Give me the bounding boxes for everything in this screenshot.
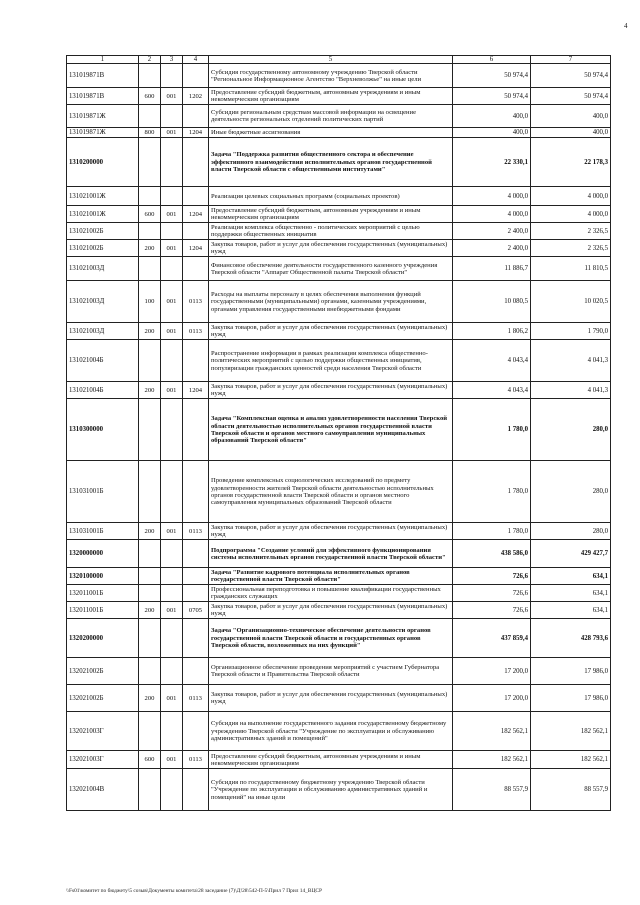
code-cell: 132021002Б — [67, 685, 139, 712]
amount-cell: 182 562,1 — [453, 712, 531, 751]
admin-cell — [161, 658, 183, 685]
code-cell: 132021003Г — [67, 751, 139, 769]
table-row — [67, 187, 611, 206]
amount-cell: 280,0 — [531, 523, 611, 540]
code-cell: 1320200000 — [67, 619, 139, 658]
table-row — [67, 257, 611, 281]
description-cell: Закупка товаров, работ и услуг для обеспечения государственных (муниципальных) нужд — [209, 382, 453, 399]
description-cell: Предоставление субсидий бюджетным, автономным учреждениям и иным некоммерческим организациям — [209, 751, 453, 769]
amount-cell: 1 790,0 — [531, 323, 611, 340]
type-cell: 800 — [139, 128, 161, 138]
description-cell: Субсидия на выполнение государственного задания государственному бюджетному учреждению Тверской области "Учреждение по эксплуатации и обслуживанию административных зданий и помещений" — [209, 712, 453, 751]
table-row — [67, 240, 611, 257]
description-cell: Закупка товаров, работ и услуг для обеспечения государственных (муниципальных) нужд — [209, 240, 453, 257]
section-cell: 0705 — [183, 602, 209, 619]
section-cell — [183, 64, 209, 88]
code-cell: 132011001Б — [67, 602, 139, 619]
section-cell — [183, 585, 209, 602]
code-cell: 131021001Ж — [67, 206, 139, 223]
section-cell — [183, 399, 209, 461]
code-cell: 132011001Б — [67, 585, 139, 602]
amount-cell: 400,0 — [531, 128, 611, 138]
description-cell: Финансовое обеспечение деятельности государственного казенного учреждения Тверской области "Аппарат Общественной палаты Тверской области" — [209, 257, 453, 281]
section-cell — [183, 257, 209, 281]
type-cell — [139, 187, 161, 206]
amount-cell: 437 859,4 — [453, 619, 531, 658]
section-cell: 1202 — [183, 88, 209, 105]
type-cell — [139, 658, 161, 685]
admin-cell — [161, 712, 183, 751]
header-cell: 7 — [531, 56, 611, 64]
header-cell: 3 — [161, 56, 183, 64]
code-cell: 131021004Б — [67, 382, 139, 399]
type-cell — [139, 64, 161, 88]
description-cell: Закупка товаров, работ и услуг для обеспечения государственных (муниципальных) нужд — [209, 323, 453, 340]
admin-cell: 001 — [161, 751, 183, 769]
amount-cell: 4 000,0 — [531, 206, 611, 223]
admin-cell: 001 — [161, 382, 183, 399]
amount-cell: 428 793,6 — [531, 619, 611, 658]
admin-cell — [161, 105, 183, 128]
table-row — [67, 138, 611, 187]
amount-cell: 2 326,5 — [531, 240, 611, 257]
header-cell: 4 — [183, 56, 209, 64]
section-cell — [183, 187, 209, 206]
type-cell: 600 — [139, 751, 161, 769]
header-cell: 5 — [209, 56, 453, 64]
amount-cell: 50 974,4 — [531, 64, 611, 88]
type-cell — [139, 257, 161, 281]
amount-cell: 4 000,0 — [453, 187, 531, 206]
type-cell: 200 — [139, 523, 161, 540]
budget-table — [66, 55, 611, 811]
description-cell: Субсидия государственному автономному учреждению Тверской области "Региональное Информационное Агентство "Верхневолжье" на иные цели — [209, 64, 453, 88]
table-row — [67, 105, 611, 128]
admin-cell — [161, 257, 183, 281]
admin-cell — [161, 769, 183, 811]
table-row — [67, 340, 611, 382]
section-cell: 1204 — [183, 382, 209, 399]
type-cell: 200 — [139, 382, 161, 399]
code-cell: 131019871В — [67, 64, 139, 88]
code-cell: 131019871Ж — [67, 105, 139, 128]
section-cell — [183, 658, 209, 685]
section-cell — [183, 340, 209, 382]
description-cell: Задача "Организационно-техническое обеспечение деятельности органов государственной власти Тверской области и государственных органов Тверской области, возложенных на них функций" — [209, 619, 453, 658]
header-cell: 6 — [453, 56, 531, 64]
type-cell — [139, 461, 161, 523]
type-cell — [139, 105, 161, 128]
code-cell: 131019871Ж — [67, 128, 139, 138]
amount-cell: 22 330,1 — [453, 138, 531, 187]
type-cell: 200 — [139, 602, 161, 619]
code-cell: 131021001Ж — [67, 187, 139, 206]
admin-cell: 001 — [161, 602, 183, 619]
admin-cell: 001 — [161, 523, 183, 540]
code-cell: 1320100000 — [67, 568, 139, 585]
section-cell — [183, 712, 209, 751]
type-cell — [139, 619, 161, 658]
table-row — [67, 658, 611, 685]
admin-cell — [161, 223, 183, 240]
description-cell: Подпрограмма "Создание условий для эффективного функционирования системы исполнительных органов государственной власти Тверской области" — [209, 540, 453, 568]
admin-cell — [161, 138, 183, 187]
section-cell — [183, 223, 209, 240]
type-cell: 600 — [139, 88, 161, 105]
code-cell: 131031001Б — [67, 523, 139, 540]
type-cell: 200 — [139, 240, 161, 257]
type-cell — [139, 399, 161, 461]
code-cell: 131021003Д — [67, 257, 139, 281]
header-cell: 2 — [139, 56, 161, 64]
amount-cell: 2 326,5 — [531, 223, 611, 240]
description-cell: Реализация целевых социальных программ (социальных проектов) — [209, 187, 453, 206]
code-cell: 131021002Б — [67, 223, 139, 240]
section-cell: 0113 — [183, 751, 209, 769]
section-cell — [183, 105, 209, 128]
description-cell: Субсидии региональным средствам массовой информации на освещение деятельности региональных отделений политических партий — [209, 105, 453, 128]
admin-cell — [161, 619, 183, 658]
section-cell: 1204 — [183, 206, 209, 223]
code-cell: 1320000000 — [67, 540, 139, 568]
admin-cell — [161, 568, 183, 585]
amount-cell: 182 562,1 — [531, 712, 611, 751]
admin-cell — [161, 187, 183, 206]
type-cell — [139, 223, 161, 240]
admin-cell: 001 — [161, 128, 183, 138]
description-cell: Проведение комплексных социологических исследований по предмету удовлетворенности жителей Тверской области деятельностью исполнительных органов государственной власти Тверской области и органов местного самоуправления муниципальных образований Тверской области — [209, 461, 453, 523]
admin-cell: 001 — [161, 281, 183, 323]
amount-cell: 1 780,0 — [453, 523, 531, 540]
table-row — [67, 712, 611, 751]
amount-cell: 17 200,0 — [453, 685, 531, 712]
code-cell: 131019871В — [67, 88, 139, 105]
table-row — [67, 461, 611, 523]
admin-cell: 001 — [161, 323, 183, 340]
description-cell: Организационное обеспечение проведения мероприятий с участием Губернатора Тверской области и Правительства Тверской области — [209, 658, 453, 685]
amount-cell: 400,0 — [531, 105, 611, 128]
table-row — [67, 540, 611, 568]
type-cell — [139, 340, 161, 382]
amount-cell: 1 780,0 — [453, 461, 531, 523]
table-row — [67, 619, 611, 658]
code-cell: 131021004Б — [67, 340, 139, 382]
amount-cell: 280,0 — [531, 461, 611, 523]
section-cell — [183, 619, 209, 658]
admin-cell — [161, 540, 183, 568]
amount-cell: 17 200,0 — [453, 658, 531, 685]
table-row — [67, 399, 611, 461]
table-row — [67, 206, 611, 223]
amount-cell: 2 400,0 — [453, 223, 531, 240]
amount-cell: 280,0 — [531, 399, 611, 461]
amount-cell: 4 043,4 — [453, 340, 531, 382]
code-cell: 132021003Г — [67, 712, 139, 751]
description-cell: Субсидия по государственному бюджетному учреждению Тверской области "Учреждение по эксплуатации и обслуживанию административных зданий и помещений" на иные цели — [209, 769, 453, 811]
description-cell: Профессиональная переподготовка и повышение квалификации государственных гражданских служащих — [209, 585, 453, 602]
amount-cell: 182 562,1 — [453, 751, 531, 769]
amount-cell: 50 974,4 — [453, 88, 531, 105]
table-row — [67, 281, 611, 323]
type-cell — [139, 138, 161, 187]
table-row — [67, 568, 611, 585]
type-cell — [139, 712, 161, 751]
amount-cell: 182 562,1 — [531, 751, 611, 769]
amount-cell: 4 000,0 — [453, 206, 531, 223]
description-cell: Задача "Комплексная оценка и анализ удовлетворенности населения Тверской области деятельностью исполнительных органов государственной власти Тверской области и органов местного самоуправления муниципальных образований Тверской области" — [209, 399, 453, 461]
table-row — [67, 751, 611, 769]
type-cell: 200 — [139, 323, 161, 340]
amount-cell: 726,6 — [453, 602, 531, 619]
description-cell: Предоставление субсидий бюджетным, автономным учреждениям и иным некоммерческим организациям — [209, 206, 453, 223]
page-number: 4 — [624, 22, 628, 30]
table-row — [67, 602, 611, 619]
amount-cell: 22 178,3 — [531, 138, 611, 187]
section-cell: 1204 — [183, 240, 209, 257]
section-cell — [183, 138, 209, 187]
admin-cell — [161, 64, 183, 88]
amount-cell: 88 557,9 — [453, 769, 531, 811]
amount-cell: 50 974,4 — [531, 88, 611, 105]
code-cell: 1310300000 — [67, 399, 139, 461]
code-cell: 131021002Б — [67, 240, 139, 257]
description-cell: Закупка товаров, работ и услуг для обеспечения государственных (муниципальных) нужд — [209, 523, 453, 540]
type-cell — [139, 769, 161, 811]
header-cell: 1 — [67, 56, 139, 64]
admin-cell: 001 — [161, 206, 183, 223]
amount-cell: 10 080,5 — [453, 281, 531, 323]
amount-cell: 10 020,5 — [531, 281, 611, 323]
description-cell: Реализация комплекса общественно - политических мероприятий с целью поддержки общественных инициатив — [209, 223, 453, 240]
type-cell — [139, 568, 161, 585]
table-row — [67, 585, 611, 602]
section-cell: 0113 — [183, 685, 209, 712]
admin-cell — [161, 340, 183, 382]
table-row — [67, 128, 611, 138]
amount-cell: 634,1 — [531, 568, 611, 585]
amount-cell: 400,0 — [453, 128, 531, 138]
table-row — [67, 685, 611, 712]
type-cell — [139, 540, 161, 568]
section-cell — [183, 461, 209, 523]
description-cell: Задача "Развитие кадрового потенциала исполнительных органов государственной власти Тверской области" — [209, 568, 453, 585]
admin-cell — [161, 585, 183, 602]
amount-cell: 726,6 — [453, 568, 531, 585]
amount-cell: 11 886,7 — [453, 257, 531, 281]
amount-cell: 2 400,0 — [453, 240, 531, 257]
amount-cell: 17 986,0 — [531, 658, 611, 685]
type-cell: 200 — [139, 685, 161, 712]
admin-cell — [161, 399, 183, 461]
table-row — [67, 382, 611, 399]
admin-cell: 001 — [161, 88, 183, 105]
code-cell: 131021003Д — [67, 323, 139, 340]
type-cell: 100 — [139, 281, 161, 323]
section-cell — [183, 769, 209, 811]
description-cell: Предоставление субсидий бюджетным, автономным учреждениям и иным некоммерческим организациям — [209, 88, 453, 105]
description-cell: Закупка товаров, работ и услуг для обеспечения государственных (муниципальных) нужд — [209, 685, 453, 712]
section-cell — [183, 540, 209, 568]
admin-cell: 001 — [161, 240, 183, 257]
amount-cell: 17 986,0 — [531, 685, 611, 712]
type-cell — [139, 585, 161, 602]
amount-cell: 4 043,4 — [453, 382, 531, 399]
table-row — [67, 64, 611, 88]
code-cell: 131031001Б — [67, 461, 139, 523]
amount-cell: 88 557,9 — [531, 769, 611, 811]
amount-cell: 50 974,4 — [453, 64, 531, 88]
table-row — [67, 223, 611, 240]
amount-cell: 438 586,0 — [453, 540, 531, 568]
table-row — [67, 88, 611, 105]
amount-cell: 726,6 — [453, 585, 531, 602]
amount-cell: 11 810,5 — [531, 257, 611, 281]
code-cell: 1310200000 — [67, 138, 139, 187]
code-cell: 132021002Б — [67, 658, 139, 685]
header-row — [67, 56, 611, 64]
description-cell: Закупка товаров, работ и услуг для обеспечения государственных (муниципальных) нужд — [209, 602, 453, 619]
description-cell: Расходы на выплаты персоналу в целях обеспечения выполнения функций государственными (муниципальными) органами, казенными учреждениями, органами управления государственными внебюджетными фондами — [209, 281, 453, 323]
code-cell: 131021003Д — [67, 281, 139, 323]
section-cell: 0113 — [183, 281, 209, 323]
description-cell: Задача "Поддержка развития общественного сектора и обеспечение эффективного взаимодействия исполнительных органов государственной власти Тверской области с общественными институтами" — [209, 138, 453, 187]
amount-cell: 4 000,0 — [531, 187, 611, 206]
amount-cell: 429 427,7 — [531, 540, 611, 568]
amount-cell: 4 041,3 — [531, 340, 611, 382]
amount-cell: 634,1 — [531, 585, 611, 602]
admin-cell — [161, 461, 183, 523]
description-cell: Распространение информации в рамках реализации комплекса общественно-политических мероприятий с целью поддержки общественных инициатив, популяризации гражданских ценностей среди населения Тверской области — [209, 340, 453, 382]
section-cell: 0113 — [183, 523, 209, 540]
code-cell: 132021004В — [67, 769, 139, 811]
footer-file-path: \\Fs01\комитет по бюджету\5 созыв\Документы комитета\28 заседание (7)\Д!28\542-П-5\Прил 7 Прил 14_ВЦСР — [66, 888, 322, 894]
section-cell: 1204 — [183, 128, 209, 138]
amount-cell: 1 806,2 — [453, 323, 531, 340]
table-row — [67, 769, 611, 811]
section-cell: 0113 — [183, 323, 209, 340]
table-row — [67, 523, 611, 540]
amount-cell: 4 041,3 — [531, 382, 611, 399]
section-cell — [183, 568, 209, 585]
table-row — [67, 323, 611, 340]
amount-cell: 1 780,0 — [453, 399, 531, 461]
amount-cell: 400,0 — [453, 105, 531, 128]
amount-cell: 634,1 — [531, 602, 611, 619]
description-cell: Иные бюджетные ассигнования — [209, 128, 453, 138]
type-cell: 600 — [139, 206, 161, 223]
admin-cell: 001 — [161, 685, 183, 712]
